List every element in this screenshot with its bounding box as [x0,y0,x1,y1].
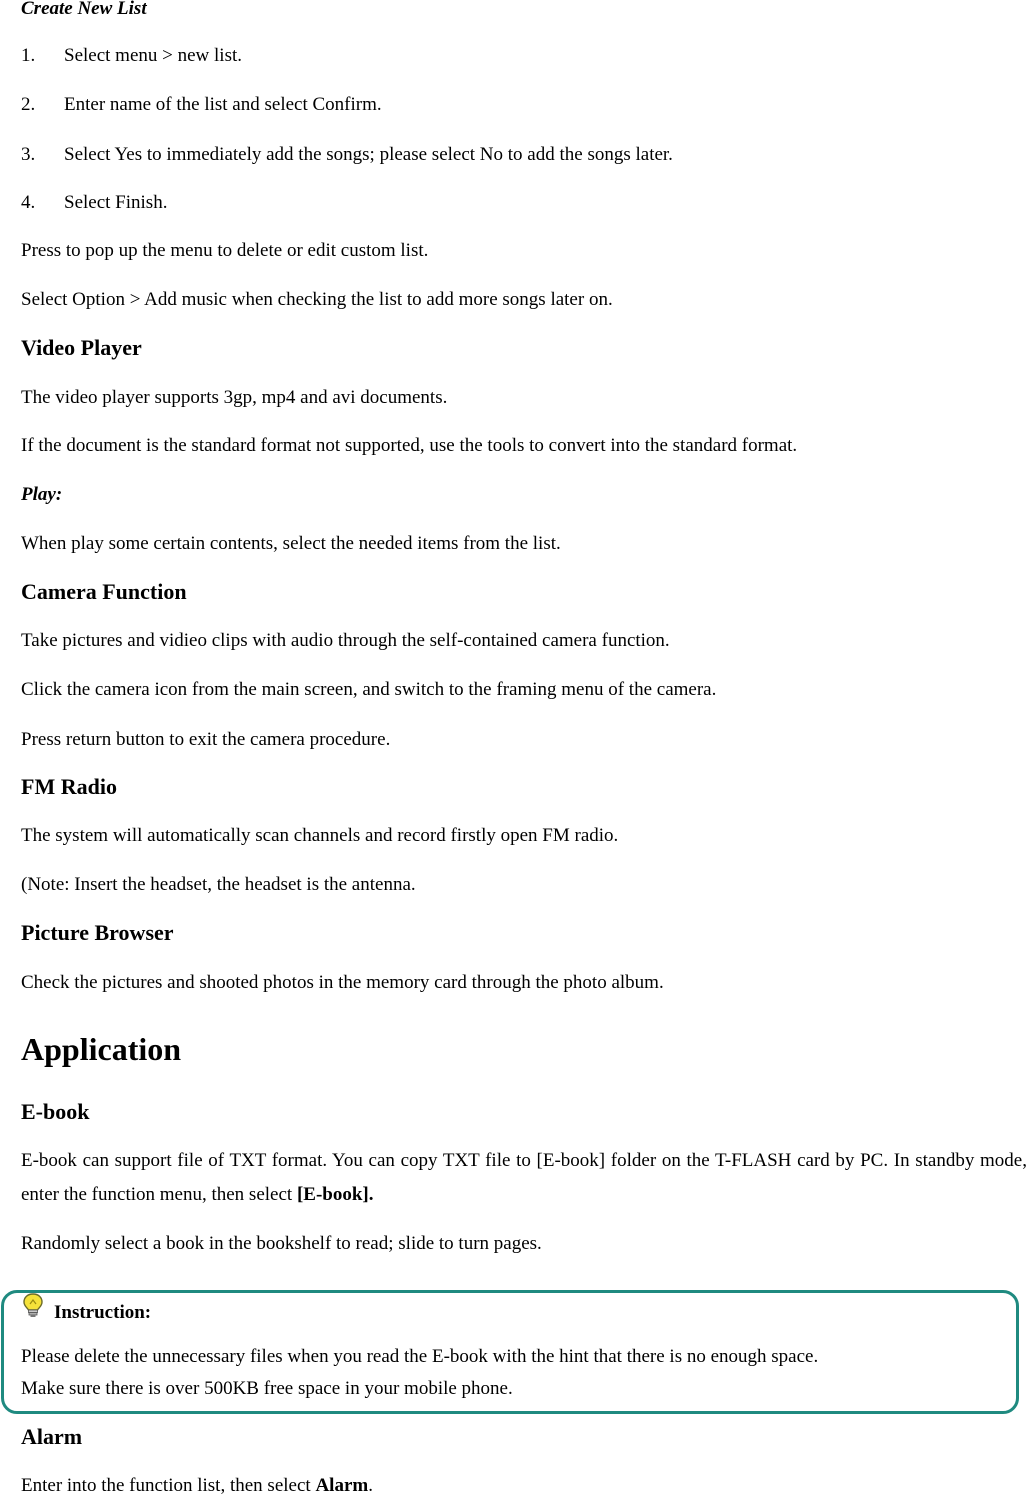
lightbulb-icon [22,1292,44,1318]
video-player-heading: Video Player [21,335,142,360]
alarm-menu-label: Alarm [315,1475,369,1496]
step-text: Enter name of the list and select Confirm. [64,94,382,115]
camera-p2: Click the camera icon from the main screen, and switch to the framing menu of the camera. [21,679,717,700]
video-player-p3: When play some certain contents, select the needed items from the list. [21,533,561,554]
instruction-line-1: Please delete the unnecessary files when you read the E-book with the hint that there is no enough space. [21,1346,819,1367]
instruction-line-2: Make sure there is over 500KB free space in your mobile phone. [21,1378,513,1399]
fm-radio-p1: The system will automatically scan channels and record firstly open FM radio. [21,825,619,846]
picture-browser-p1: Check the pictures and shooted photos in the memory card through the photo album. [21,972,664,993]
camera-p1: Take pictures and vidieo clips with audio through the self-contained camera function. [21,630,670,651]
step-text: Select menu > new list. [64,45,242,66]
camera-heading: Camera Function [21,579,187,604]
camera-p3: Press return button to exit the camera procedure. [21,729,391,750]
ebook-menu-label: [E-book]. [296,1184,374,1205]
create-list-heading: Create New List [21,0,147,19]
create-list-note-1: Press to pop up the menu to delete or edit custom list. [21,240,429,261]
list-step [21,94,382,116]
ebook-p1 [21,1144,1027,1212]
list-step [21,192,167,214]
create-list-note-2: Select Option > Add music when checking the list to add more songs later on. [21,289,613,310]
application-heading: Application [21,1031,182,1067]
play-heading: Play: [21,484,63,505]
alarm-p1-end: . [368,1475,373,1496]
step-number: 2. [21,94,36,115]
step-number: 4. [21,192,36,213]
step-text: Select Yes to immediately add the songs; please select No to add the songs later. [64,144,673,165]
fm-radio-heading: FM Radio [21,774,117,799]
picture-browser-heading: Picture Browser [21,920,174,945]
alarm-heading: Alarm [21,1424,83,1449]
ebook-p2: Randomly select a book in the bookshelf to read; slide to turn pages. [21,1233,542,1254]
list-step [21,144,673,166]
list-step [21,45,242,67]
video-player-p1: The video player supports 3gp, mp4 and avi documents. [21,387,448,408]
ebook-heading: E-book [21,1099,90,1124]
instruction-title: Instruction: [54,1302,152,1323]
step-number: 1. [21,45,36,66]
step-number: 3. [21,144,36,165]
ebook-p1-text: E-book can support file of TXT format. You can copy TXT file to [E-book] folder on the T-FLASH card by PC. In standby mode, enter the function menu, then select [21,1150,1027,1205]
alarm-p1 [21,1475,373,1497]
alarm-p1-text: Enter into the function list, then select [21,1475,316,1496]
fm-radio-p2: (Note: Insert the headset, the headset is the antenna. [21,874,416,895]
video-player-p2: If the document is the standard format not supported, use the tools to convert into the standard format. [21,435,798,456]
step-text: Select Finish. [64,192,168,213]
